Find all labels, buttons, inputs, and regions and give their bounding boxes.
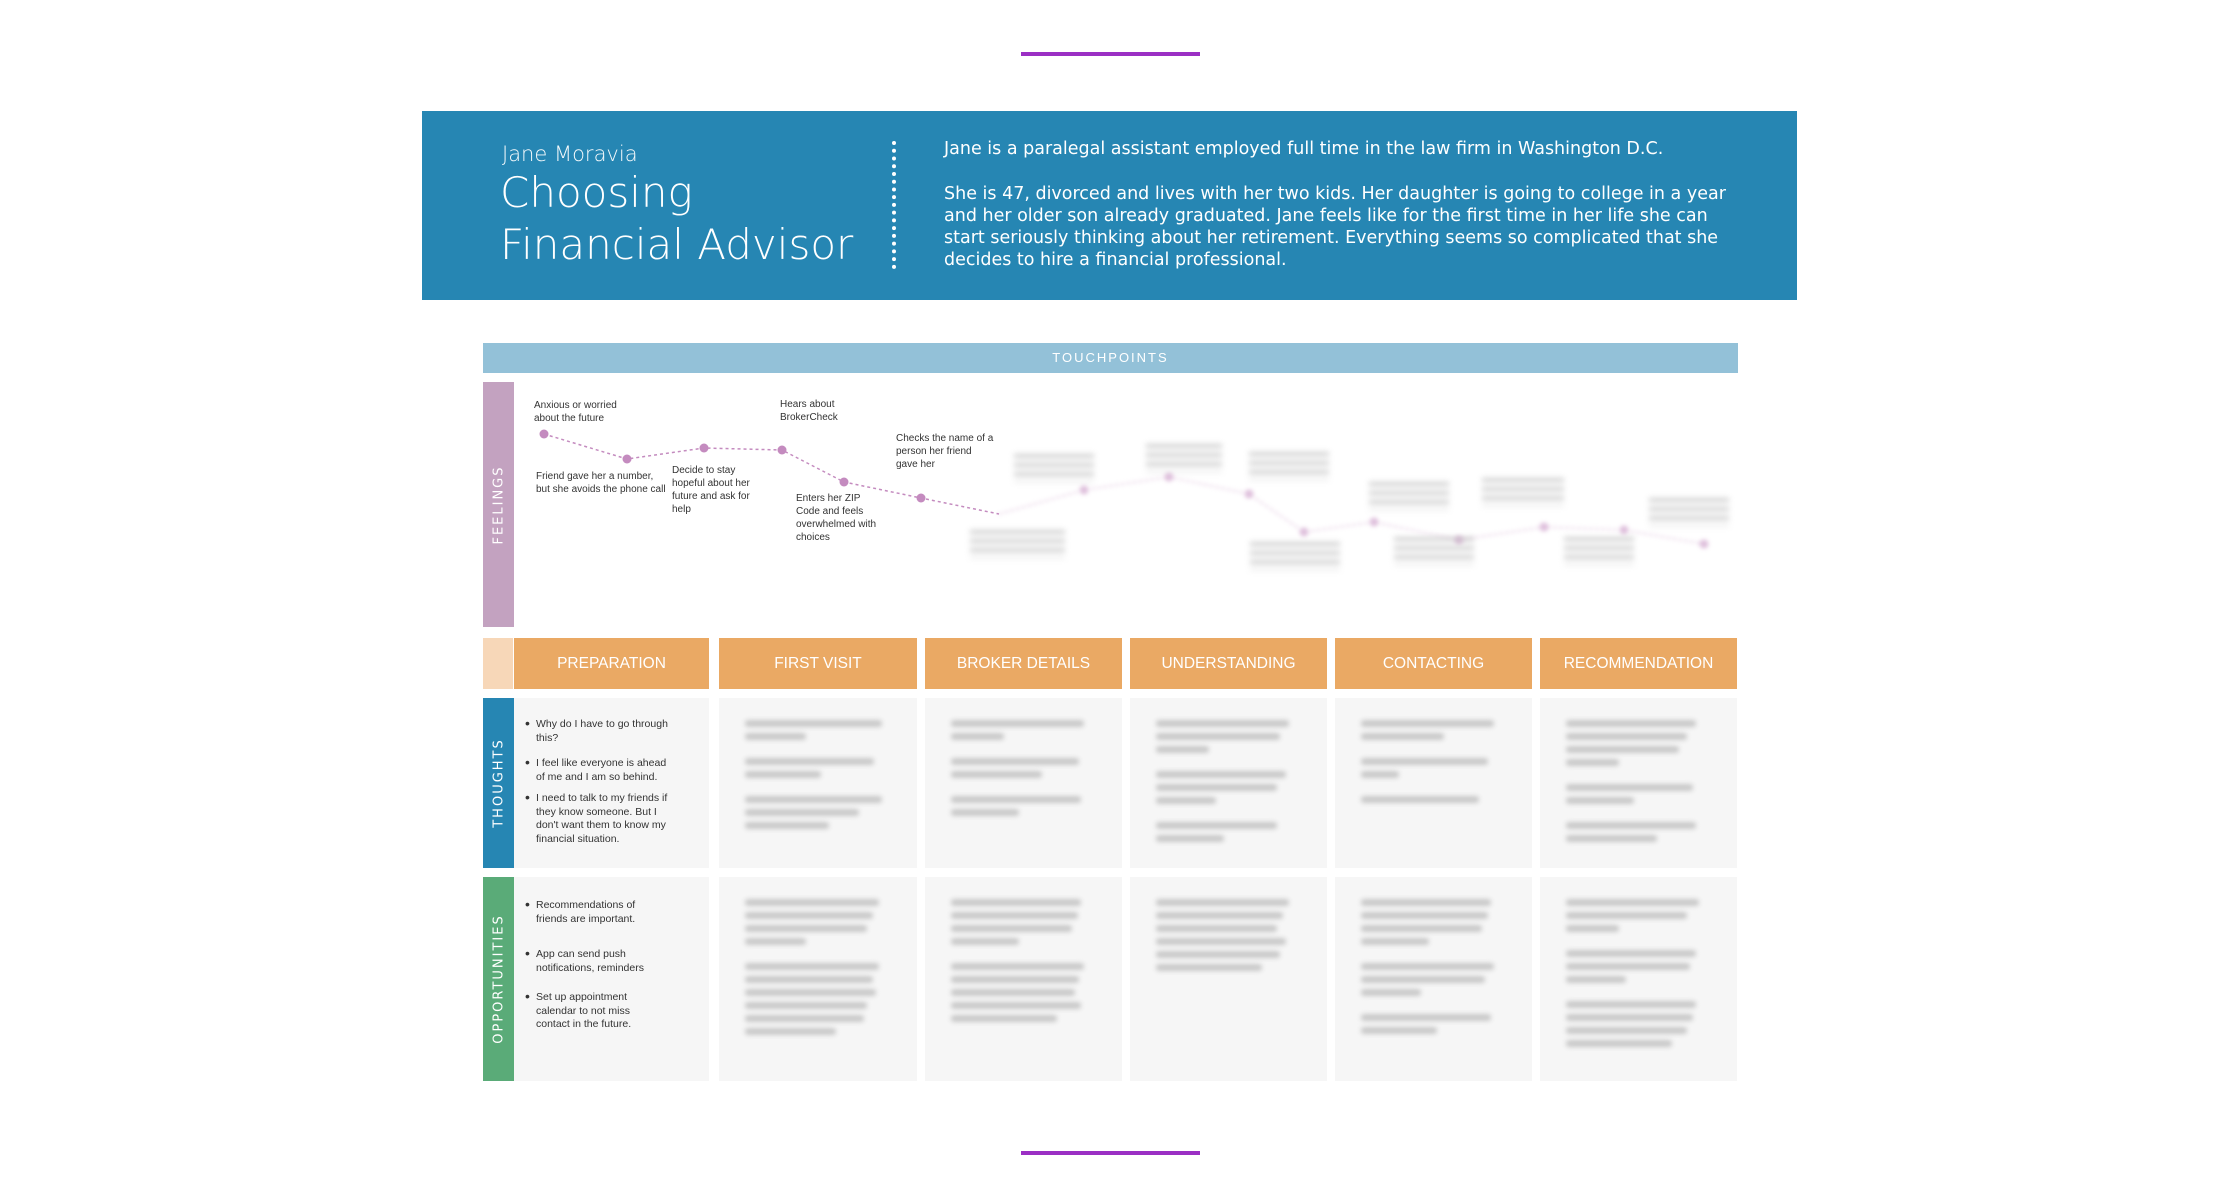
- opportunities-cell-recommendation: [1540, 877, 1737, 1081]
- opportunities-cell-broker-details: [925, 877, 1122, 1081]
- stage-recommendation: RECOMMENDATION: [1540, 638, 1737, 689]
- blurred-feeling-note: [1564, 537, 1634, 565]
- persona-description: [944, 138, 1754, 294]
- blurred-feeling-note: [1014, 454, 1094, 482]
- persona-description-line: She is 47, divorced and lives with her two kids. Her daughter is going to college in a year and her older son already graduated. Jane feels like for the first time in her life she can start seriously thinking about her retirement. Everything seems so complicated that she decides to hire a financial professional.: [944, 184, 1726, 270]
- blurred-feeling-note: [1146, 444, 1222, 472]
- blurred-feeling-note: [1250, 542, 1340, 570]
- feeling-note: Decide to stay hopeful about her future and ask for help: [672, 465, 750, 515]
- top-accent-line: [1021, 52, 1200, 56]
- persona-header: [422, 111, 1797, 300]
- thoughts-cell-first-visit: [719, 698, 917, 868]
- persona-description-line: Jane is a paralegal assistant employed full time in the law firm in Washington D.C.: [944, 139, 1664, 159]
- thoughts-cell-recommendation: [1540, 698, 1737, 868]
- stage-preparation: PREPARATION: [514, 638, 709, 689]
- stage-understanding: UNDERSTANDING: [1130, 638, 1327, 689]
- blurred-feeling-note: [1369, 482, 1449, 510]
- thought-item: • I need to talk to my friends if they know someone. But I don't want them to know my financial situation.: [514, 792, 676, 846]
- feeling-note: Enters her ZIP Code and feels overwhelmed with choices: [796, 493, 877, 543]
- blurred-feeling-note: [1394, 537, 1474, 565]
- opportunities-cell-understanding: [1130, 877, 1327, 1081]
- thought-item: • I feel like everyone is ahead of me and I am so behind.: [514, 757, 676, 784]
- feelings-notes: [514, 382, 1738, 627]
- opportunity-item: • App can send push notifications, reminders: [514, 948, 666, 975]
- blurred-feeling-note: [1482, 478, 1564, 506]
- feeling-note: Friend gave her a number, but she avoids the phone call: [536, 471, 666, 495]
- opportunities-row-label: [483, 877, 514, 1081]
- touchpoints-bar: TOUCHPOINTS: [483, 343, 1738, 373]
- thoughts-row-label: [483, 698, 514, 868]
- blurred-feeling-note: [1649, 498, 1729, 526]
- stage-contacting: CONTACTING: [1335, 638, 1532, 689]
- opportunity-item: • Set up appointment calendar to not miss contact in the future.: [514, 991, 646, 1032]
- thoughts-cell-broker-details: [925, 698, 1122, 868]
- feeling-note: Anxious or worried about the future: [534, 400, 617, 424]
- blurred-feeling-note: [1249, 452, 1329, 480]
- opportunities-cell-contacting: [1335, 877, 1532, 1081]
- opportunities-cell-preparation: [514, 877, 709, 1081]
- thoughts-cell-contacting: [1335, 698, 1532, 868]
- feelings-label: FEELINGS: [491, 464, 506, 545]
- thoughts-cell-preparation: [514, 698, 709, 868]
- opportunity-item: • Recommendations of friends are important.: [514, 899, 656, 926]
- bottom-accent-line: [1021, 1151, 1200, 1155]
- header-divider: [892, 141, 896, 269]
- stage-broker-details: BROKER DETAILS: [925, 638, 1122, 689]
- stage-first-visit: FIRST VISIT: [719, 638, 917, 689]
- feeling-note: Hears about BrokerCheck: [780, 399, 838, 423]
- feelings-row-label: [483, 382, 514, 627]
- thought-item: • Why do I have to go through this?: [514, 718, 676, 745]
- opportunities-label: OPPORTUNITIES: [491, 914, 506, 1044]
- blurred-feeling-note: [970, 530, 1065, 558]
- stage-row-stub: [483, 638, 513, 689]
- thoughts-cell-understanding: [1130, 698, 1327, 868]
- opportunities-cell-first-visit: [719, 877, 917, 1081]
- page-title: Choosing Financial Advisor: [500, 168, 854, 269]
- feeling-note: Checks the name of a person her friend gave her: [896, 433, 994, 470]
- persona-name: Jane Moravia: [502, 142, 638, 166]
- thoughts-label: THOUGHTS: [491, 738, 506, 828]
